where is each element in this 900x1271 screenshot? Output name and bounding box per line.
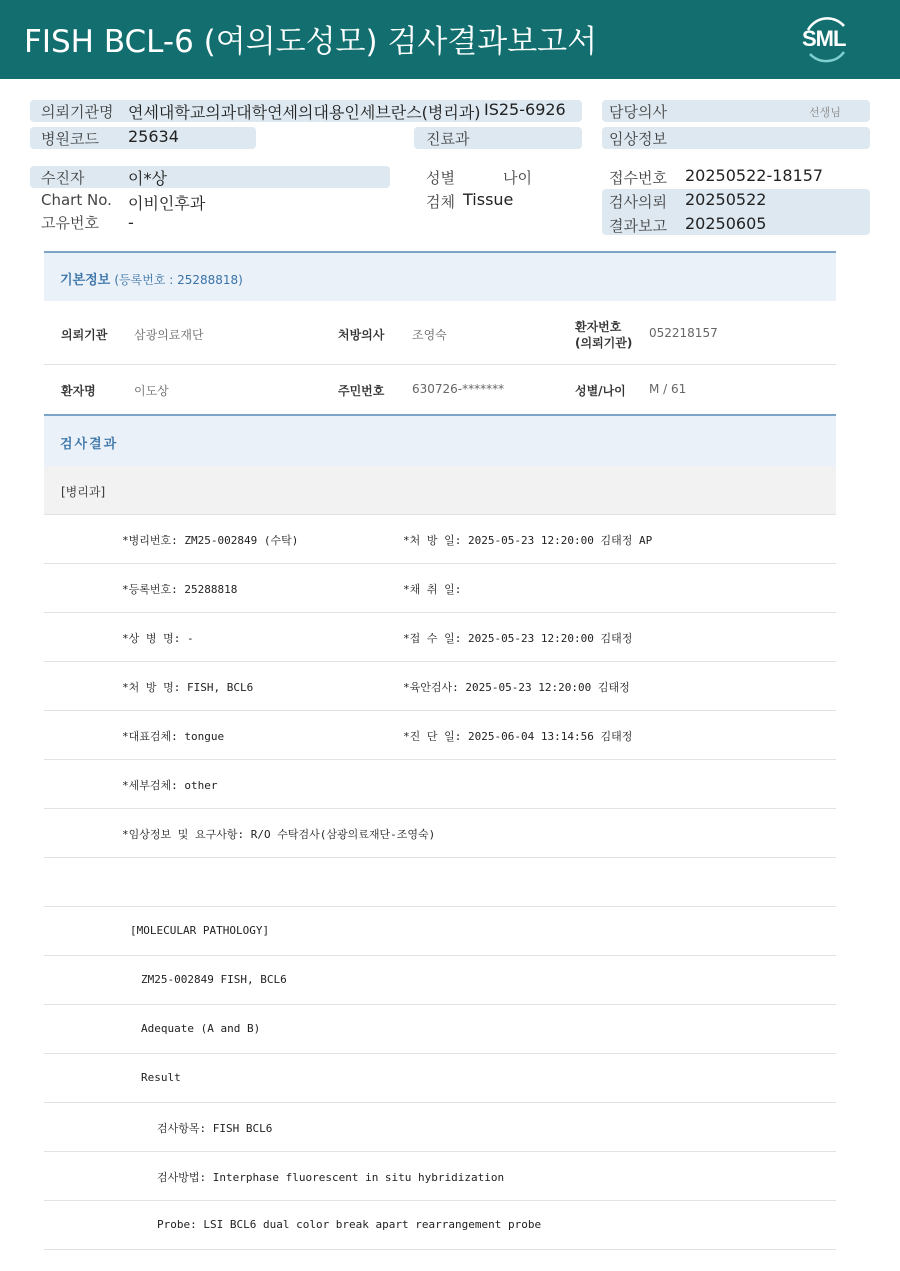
result-line-right: *채 취 일: xyxy=(403,583,462,596)
basic-value: 630726-******* xyxy=(412,382,505,396)
result-line-right: *처 방 일: 2025-05-23 12:20:00 김태정 AP xyxy=(403,534,653,547)
basic-key: 의뢰기관 xyxy=(61,328,108,342)
basic-value: 이도상 xyxy=(134,384,169,398)
molecular-text: Result xyxy=(141,1071,181,1084)
result-line-right: *육안검사: 2025-05-23 12:20:00 김태정 xyxy=(403,681,630,694)
chart-label: Chart No. xyxy=(41,191,112,209)
basic-key: 주민번호 xyxy=(338,384,385,398)
patient-label: 수진자 xyxy=(41,169,85,187)
patient-value: 이*상 xyxy=(128,169,167,188)
molecular-line xyxy=(44,956,836,1005)
report-title: FISH BCL-6 (여의도성모) 검사결과보고서 xyxy=(24,24,598,60)
molecular-text: 검사방법: Interphase fluorescent in situ hybridization xyxy=(157,1171,505,1184)
molecular-text: 검사항목: FISH BCL6 xyxy=(157,1122,273,1135)
basic-key: 환자명 xyxy=(61,384,96,398)
molecular-line xyxy=(44,1103,836,1152)
molecular-text: Probe: LSI BCL6 dual color break apart rearrangement probe xyxy=(157,1218,542,1231)
report-label: 결과보고 xyxy=(609,217,667,235)
chart-value: 이비인후과 xyxy=(128,194,206,213)
sex-label: 성별 xyxy=(426,169,455,187)
basic-value: 조영숙 xyxy=(412,328,447,342)
institution-code: IS25-6926 xyxy=(484,100,566,119)
molecular-text: ZM25-002849 FISH, BCL6 xyxy=(141,973,287,986)
basic-key: 환자번호 xyxy=(575,320,622,334)
result-line xyxy=(44,515,836,564)
sml-logo xyxy=(798,12,854,68)
receipt-value: 20250522-18157 xyxy=(685,166,824,185)
result-line xyxy=(44,711,836,760)
basic-key-sub: (의뢰기관) xyxy=(575,336,633,350)
request-label: 검사의뢰 xyxy=(609,193,667,211)
result-line xyxy=(44,564,836,613)
molecular-line xyxy=(44,907,836,956)
molecular-line xyxy=(44,1152,836,1201)
molecular-text: Adequate (A and B) xyxy=(141,1022,261,1035)
basic-key: 성별/나이 xyxy=(575,384,626,398)
basic-value: 052218157 xyxy=(649,326,718,340)
specimen-label: 검체 xyxy=(426,193,455,211)
report-header xyxy=(0,0,900,79)
receipt-label: 접수번호 xyxy=(609,169,667,187)
result-line-left: *세부검체: other xyxy=(122,779,218,792)
unique-label: 고유번호 xyxy=(41,214,99,232)
result-line xyxy=(44,858,836,907)
molecular-line xyxy=(44,1005,836,1054)
result-line-left: *대표검체: tongue xyxy=(122,730,225,743)
basic-value: M / 61 xyxy=(649,382,687,396)
registration-note: (등록번호 : 25288818) xyxy=(114,273,243,287)
basic-row-2 xyxy=(44,365,836,415)
basic-info-heading: 기본정보 xyxy=(60,273,111,288)
result-line-left: *등록번호: 25288818 xyxy=(122,583,238,596)
age-label: 나이 xyxy=(503,169,532,187)
unique-value: - xyxy=(128,213,134,232)
clinical-label: 임상정보 xyxy=(609,130,667,148)
results-header xyxy=(44,414,836,466)
basic-value: 삼광의료재단 xyxy=(134,328,204,342)
specimen-value: Tissue xyxy=(463,190,514,209)
institution-label: 의뢰기관명 xyxy=(41,103,114,121)
result-line xyxy=(44,760,836,809)
report-value: 20250605 xyxy=(685,214,767,233)
result-line-left: *처 방 명: FISH, BCL6 xyxy=(122,681,254,694)
hospital-code-label: 병원코드 xyxy=(41,130,99,148)
result-line-right: *진 단 일: 2025-06-04 13:14:56 김태정 xyxy=(403,730,633,743)
basic-info-header xyxy=(44,251,836,301)
molecular-line xyxy=(44,1201,836,1250)
dept-row xyxy=(44,466,836,515)
molecular-line xyxy=(44,1054,836,1103)
result-line-left: *병리번호: ZM25-002849 (수탁) xyxy=(122,534,299,547)
result-line xyxy=(44,809,836,858)
doctor-label: 담당의사 xyxy=(609,103,667,121)
result-line xyxy=(44,662,836,711)
logo-text: SML xyxy=(802,26,846,51)
result-line-left: *임상정보 및 요구사항: R/O 수탁검사(삼광의료재단-조영숙) xyxy=(122,828,436,841)
doctor-suffix: 선생님 xyxy=(809,106,841,119)
results-heading: 검사결과 xyxy=(60,437,119,452)
result-line-right: *접 수 일: 2025-05-23 12:20:00 김태정 xyxy=(403,632,633,645)
dept-name: [병리과] xyxy=(61,485,106,499)
institution-value: 연세대학교의과대학연세의대용인세브란스(병리과) xyxy=(128,103,481,122)
dept-label: 진료과 xyxy=(426,130,470,148)
molecular-text: [MOLECULAR PATHOLOGY] xyxy=(130,924,270,937)
result-line xyxy=(44,613,836,662)
hospital-code-value: 25634 xyxy=(128,127,179,146)
basic-row-1 xyxy=(44,301,836,365)
result-line-left: *상 병 명: - xyxy=(122,632,194,645)
basic-key: 처방의사 xyxy=(338,328,385,342)
request-value: 20250522 xyxy=(685,190,767,209)
